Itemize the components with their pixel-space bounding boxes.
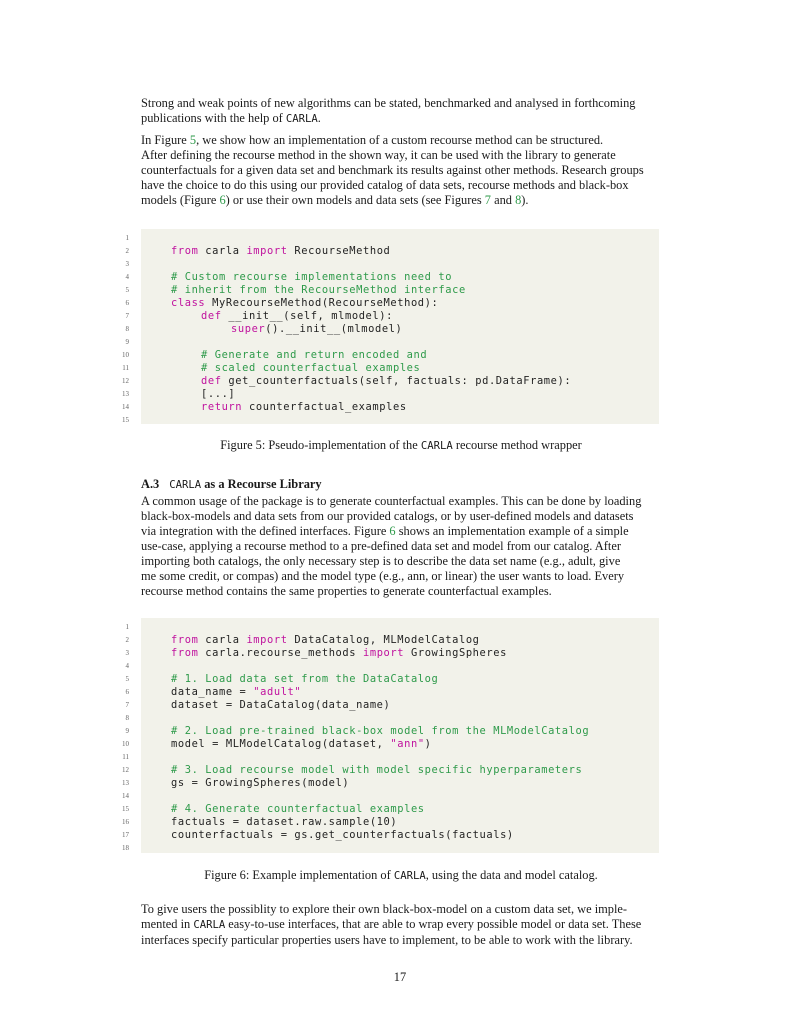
body-paragraph xyxy=(141,494,661,599)
code-line xyxy=(125,621,659,634)
text-line: counterfactuals for a given data set and benchmark its results against other methods. Research groups xyxy=(141,163,644,177)
figure-6-caption: Figure 6: Example implementation of CARLA, using the data and model catalog. xyxy=(204,868,598,882)
line-number: 14 xyxy=(122,792,129,800)
code-line xyxy=(122,751,659,764)
code-comment: # Custom recourse implementations need to xyxy=(171,271,453,283)
carla-code: CARLA xyxy=(193,919,226,931)
carla-code: CARLA xyxy=(393,870,426,882)
code-comment: # 3. Load recourse model with model specific hyperparameters xyxy=(171,764,583,776)
line-number: 9 xyxy=(125,338,129,346)
code-line xyxy=(125,699,659,712)
text-line: importing both catalogs, the only necessary step is to describe the data set name (e.g., adult, give xyxy=(141,554,621,568)
code-line xyxy=(125,725,659,738)
line-number: 1 xyxy=(125,623,129,631)
text-line: mented in CARLA easy-to-use interfaces, that are able to wrap every possible model or data set. These xyxy=(141,917,642,931)
code-line xyxy=(125,258,659,271)
line-number: 1 xyxy=(125,234,129,242)
code-line xyxy=(125,297,659,310)
code-line xyxy=(122,388,659,401)
code-text: [...] xyxy=(201,388,236,400)
figure-ref-link[interactable]: 5 xyxy=(189,133,197,147)
text-line: have the choice to do this using our provided catalog of data sets, recourse methods and black-box xyxy=(141,178,629,192)
carla-code: CARLA xyxy=(285,113,318,125)
code-line xyxy=(122,842,659,855)
line-number: 3 xyxy=(125,260,129,268)
line-number: 2 xyxy=(125,247,129,255)
intro-paragraph-1 xyxy=(141,96,661,127)
code-line xyxy=(122,829,659,842)
section-number: A.3 xyxy=(141,477,160,491)
text-line: publications with the help of CARLA. xyxy=(141,111,321,125)
line-number: 10 xyxy=(122,740,129,748)
line-number: 15 xyxy=(122,416,129,424)
text-line: In Figure 5, we show how an implementation of a custom recourse method can be structured. xyxy=(141,133,604,147)
code-comment: # scaled counterfactual examples xyxy=(201,362,421,374)
line-number: 7 xyxy=(125,312,129,320)
code-line xyxy=(122,738,659,751)
line-number: 7 xyxy=(125,701,129,709)
figure-ref-link[interactable]: 8 xyxy=(515,193,522,207)
line-number: 6 xyxy=(125,299,129,307)
code-line xyxy=(122,375,659,388)
code-line xyxy=(125,673,659,686)
line-number: 8 xyxy=(125,325,129,333)
code-text: dataset = DataCatalog(data_name) xyxy=(171,699,391,711)
line-number: 9 xyxy=(125,727,129,735)
code-text: def get_counterfactuals(self, factuals: pd.DataFrame): xyxy=(201,375,572,387)
code-text: return counterfactual_examples xyxy=(201,401,407,413)
text-line: use-case, applying a recourse method to a pre-defined data set and model from our catalog. After xyxy=(141,539,621,553)
code-comment: # inherit from the RecourseMethod interface xyxy=(171,284,466,296)
line-number: 11 xyxy=(122,364,129,372)
code-text: data_name = "adult" xyxy=(171,686,302,698)
code-text: gs = GrowingSpheres(model) xyxy=(171,777,350,789)
code-line xyxy=(125,712,659,725)
code-line xyxy=(122,349,659,362)
line-number: 5 xyxy=(125,286,129,294)
code-line xyxy=(125,336,659,349)
line-number: 18 xyxy=(122,844,129,852)
section-title: as a Recourse Library xyxy=(201,477,322,491)
code-line xyxy=(122,803,659,816)
line-number: 12 xyxy=(122,377,129,385)
code-text: super().__init__(mlmodel) xyxy=(231,323,403,335)
page-number: 17 xyxy=(393,970,407,984)
code-line xyxy=(125,647,659,660)
line-number: 5 xyxy=(125,675,129,683)
code-line xyxy=(122,816,659,829)
text-line: After defining the recourse method in the shown way, it can be used with the library to generate xyxy=(141,148,616,162)
text-line: black-box-models and data sets from our provided catalogs, or by user-defined models and datasets xyxy=(141,509,634,523)
code-comment: # 2. Load pre-trained black-box model from the MLModelCatalog xyxy=(171,725,590,737)
code-text: from carla import RecourseMethod xyxy=(171,245,391,257)
code-line xyxy=(122,764,659,777)
code-line xyxy=(125,323,659,336)
code-listing-1 xyxy=(122,229,659,424)
line-number: 2 xyxy=(125,636,129,644)
code-line xyxy=(122,401,659,414)
code-text: counterfactuals = gs.get_counterfactuals(factuals) xyxy=(171,829,514,841)
figure-ref-link[interactable]: 6 xyxy=(219,193,226,207)
figure-ref-link[interactable]: 6 xyxy=(389,524,396,538)
code-line xyxy=(125,634,659,647)
code-text: from carla import DataCatalog, MLModelCatalog xyxy=(171,634,480,646)
code-text: from carla.recourse_methods import GrowingSpheres xyxy=(171,647,507,659)
line-number: 16 xyxy=(122,818,129,826)
code-line xyxy=(122,790,659,803)
section-heading xyxy=(141,477,322,492)
closing-paragraph xyxy=(141,902,661,948)
text-line: To give users the possiblity to explore their own black-box-model on a custom data set, we imple- xyxy=(141,902,628,916)
code-line xyxy=(122,777,659,790)
line-number: 13 xyxy=(122,390,129,398)
carla-code: CARLA xyxy=(420,440,453,452)
text-line: me some credit, or compas) and the model type (e.g., ann, or linear) the user wants to load. Every xyxy=(141,569,625,583)
line-number: 10 xyxy=(122,351,129,359)
line-number: 4 xyxy=(125,273,129,281)
line-number: 17 xyxy=(122,831,129,839)
figure-5-caption: Figure 5: Pseudo-implementation of the CARLA recourse method wrapper xyxy=(220,438,582,452)
code-line xyxy=(122,414,659,427)
code-listing-2 xyxy=(122,618,659,853)
intro-paragraph-2 xyxy=(141,133,661,208)
code-text: model = MLModelCatalog(dataset, "ann") xyxy=(171,738,432,750)
carla-code: CARLA xyxy=(169,479,202,491)
text-line: models (Figure 6) or use their own models and data sets (see Figures 7 and 8). xyxy=(141,193,529,207)
code-line xyxy=(125,245,659,258)
text-line: interfaces specify particular properties users have to implement, to be able to work with the library. xyxy=(141,933,633,947)
line-number: 6 xyxy=(125,688,129,696)
code-line xyxy=(125,284,659,297)
line-number: 11 xyxy=(122,753,129,761)
code-line xyxy=(125,686,659,699)
line-number: 14 xyxy=(122,403,129,411)
code-line xyxy=(125,271,659,284)
code-line xyxy=(125,660,659,673)
code-comment: # 4. Generate counterfactual examples xyxy=(171,803,425,815)
code-line xyxy=(122,362,659,375)
code-text: class MyRecourseMethod(RecourseMethod): xyxy=(171,297,439,309)
text-line: via integration with the defined interfaces. Figure 6 shows an implementation example of a simple xyxy=(141,524,629,538)
line-number: 3 xyxy=(125,649,129,657)
line-number: 4 xyxy=(125,662,129,670)
text-line: Strong and weak points of new algorithms can be stated, benchmarked and analysed in forthcoming xyxy=(141,96,636,110)
line-number: 12 xyxy=(122,766,129,774)
code-text: def __init__(self, mlmodel): xyxy=(201,310,393,322)
line-number: 15 xyxy=(122,805,129,813)
code-comment: # Generate and return encoded and xyxy=(201,349,428,361)
text-line: A common usage of the package is to generate counterfactual examples. This can be done by loading xyxy=(141,494,642,508)
line-number: 8 xyxy=(125,714,129,722)
code-line xyxy=(125,232,659,245)
text-line: recourse method contains the same properties to generate counterfactual examples. xyxy=(141,584,552,598)
line-number: 13 xyxy=(122,779,129,787)
code-text: factuals = dataset.raw.sample(10) xyxy=(171,816,398,828)
code-comment: # 1. Load data set from the DataCatalog xyxy=(171,673,439,685)
figure-ref-link[interactable]: 7 xyxy=(484,193,491,207)
code-line xyxy=(125,310,659,323)
